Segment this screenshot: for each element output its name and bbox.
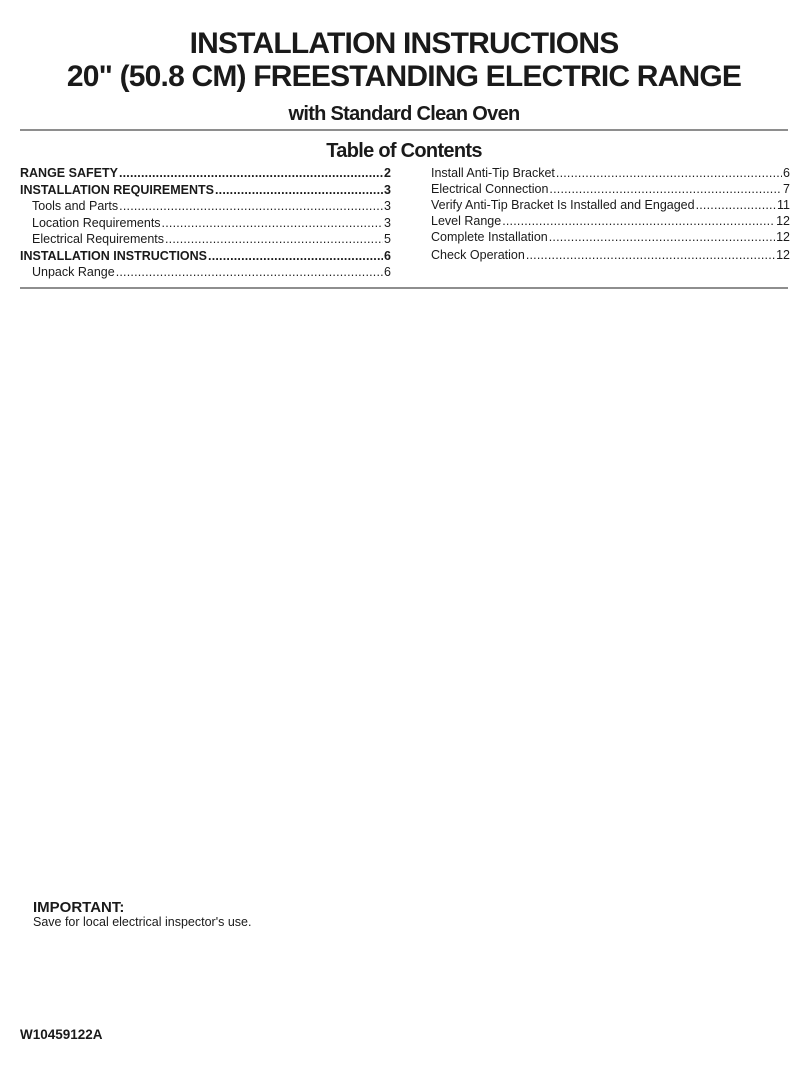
toc-leader-dots: [696, 197, 776, 213]
toc-entry-label: Level Range: [431, 214, 502, 228]
toc-entry-page: 7: [783, 182, 790, 196]
toc-entry-install-anti-tip-bracket[interactable]: [431, 165, 790, 181]
toc-entry-label: Tools and Parts: [32, 199, 119, 213]
toc-entry-electrical-connection[interactable]: [431, 181, 790, 197]
toc-entry-level-range[interactable]: [431, 213, 790, 229]
toc-right-column: [431, 165, 790, 263]
document-subtitle: with Standard Clean Oven: [288, 103, 520, 125]
toc-entry-label: Location Requirements: [32, 215, 161, 230]
toc-entry-label: Electrical Connection: [431, 182, 549, 196]
toc-entry-label: Unpack Range: [32, 265, 115, 279]
toc-entry-label: Check Operation: [431, 248, 525, 262]
toc-leader-dots: [162, 215, 384, 231]
toc-leader-dots: [549, 181, 782, 197]
toc-leader-dots: [165, 231, 383, 247]
toc-entry-page: 3: [384, 199, 391, 213]
toc-entry-page: 6: [384, 265, 391, 279]
toc-entry-label: Complete Installation: [431, 230, 548, 244]
toc-entry-verify-anti-tip-bracket[interactable]: [431, 197, 790, 213]
toc-entry-label: Install Anti-Tip Bracket: [431, 166, 555, 180]
toc-entry-range-safety[interactable]: [20, 165, 391, 182]
toc-entry-electrical-requirements[interactable]: [20, 231, 391, 248]
toc-entry-label: INSTALLATION INSTRUCTIONS: [20, 248, 208, 263]
toc-entry-label: RANGE SAFETY: [20, 166, 118, 180]
toc-entry-page: 12: [776, 248, 790, 262]
toc-entry-label: INSTALLATION REQUIREMENTS: [20, 182, 214, 197]
toc-entry-complete-installation[interactable]: [431, 229, 790, 245]
toc-entry-label: Verify Anti-Tip Bracket Is Installed and Engaged: [431, 198, 695, 212]
toc-entry-page: 6: [384, 248, 391, 263]
toc-entry-installation-instructions[interactable]: [20, 248, 391, 265]
top-divider: [20, 129, 788, 131]
toc-leader-dots: [502, 213, 775, 229]
important-heading: IMPORTANT:: [33, 899, 125, 916]
toc-entry-location-requirements[interactable]: [20, 215, 391, 232]
toc-entry-installation-requirements[interactable]: [20, 182, 391, 199]
toc-entry-page: 5: [384, 232, 391, 246]
toc-entry-page: 6: [783, 166, 790, 180]
toc-entry-check-operation[interactable]: [431, 247, 790, 263]
toc-leader-dots: [556, 165, 782, 181]
toc-entry-page: 3: [384, 215, 391, 230]
toc-leader-dots: [215, 182, 383, 198]
toc-entry-page: 2: [384, 166, 391, 180]
important-note: Save for local electrical inspector's use.: [33, 915, 252, 929]
toc-entry-unpack-range[interactable]: [20, 264, 391, 281]
toc-heading: Table of Contents: [326, 140, 482, 162]
toc-entry-label: Electrical Requirements: [32, 232, 164, 246]
toc-leader-dots: [119, 165, 383, 181]
toc-leader-dots: [208, 248, 383, 264]
toc-entry-page: 12: [776, 214, 790, 228]
toc-entry-page: 12: [776, 230, 790, 244]
toc-entry-page: 3: [384, 182, 391, 197]
toc-left-column: [20, 165, 391, 281]
document-title-line-2: 20" (50.8 CM) FREESTANDING ELECTRIC RANGE: [66, 60, 742, 93]
toc-leader-dots: [116, 264, 383, 280]
toc-leader-dots: [549, 229, 775, 245]
part-number: W10459122A: [20, 1027, 103, 1042]
bottom-divider: [20, 287, 788, 289]
toc-leader-dots: [526, 247, 775, 263]
toc-entry-tools-and-parts[interactable]: [20, 198, 391, 215]
toc-leader-dots: [119, 198, 383, 214]
toc-entry-page: 11: [777, 198, 790, 212]
document-title-line-1: INSTALLATION INSTRUCTIONS: [189, 27, 619, 60]
